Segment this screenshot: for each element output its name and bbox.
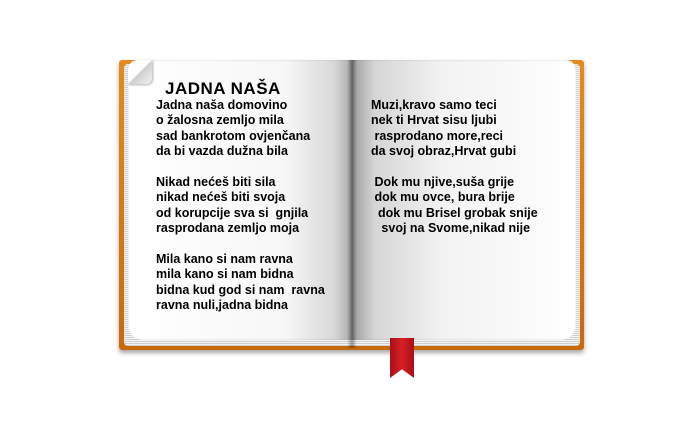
poem-title: JADNA NAŠA: [165, 79, 281, 98]
verse-line: ravna nuli,jadna bidna: [156, 298, 288, 313]
verse-line: o žalosna zemljo mila: [156, 113, 284, 128]
bookmark-ribbon: [390, 338, 414, 378]
verse-line: mila kano si nam bidna: [156, 267, 294, 282]
book-spine-gutter: [347, 60, 357, 348]
verse-line: Dok mu njive,suša grije: [371, 174, 515, 189]
stanza-gap: [156, 237, 325, 252]
verse-line: da bi vazda dužna bila: [156, 144, 288, 159]
verse-line: nek ti Hrvat sisu ljubi: [371, 113, 497, 128]
left-page-text: [156, 98, 325, 313]
verse-line: Jadna naša domovino: [156, 98, 288, 112]
verse-line: sad bankrotom ovjenčana: [156, 128, 311, 143]
verse-line: Mila kano si nam ravna: [156, 251, 293, 266]
verse-line: od korupcije sva si gnjila: [156, 205, 309, 220]
verse-line: bidna kud god si nam ravna: [156, 282, 325, 297]
verse-line: svoj na Svome,nikad nije: [371, 221, 531, 236]
verse-line: Nikad nećeš biti sila: [156, 174, 276, 189]
verse-line: nikad nećeš biti svoja: [156, 190, 286, 205]
stanza-gap: [156, 160, 325, 175]
page-curl-corner: [128, 60, 152, 84]
verse-line: rasprodana zemljo moja: [156, 221, 300, 236]
stanza-gap: [371, 160, 538, 175]
verse-line: dok mu ovce, bura brije: [371, 190, 515, 205]
verse-line: rasprodano more,reci: [371, 128, 503, 143]
verse-line: dok mu Brisel grobak snije: [371, 205, 538, 220]
verse-line: Muzi,kravo samo teci: [371, 98, 497, 112]
right-page-text: [371, 98, 538, 237]
verse-line: da svoj obraz,Hrvat gubi: [371, 144, 517, 159]
